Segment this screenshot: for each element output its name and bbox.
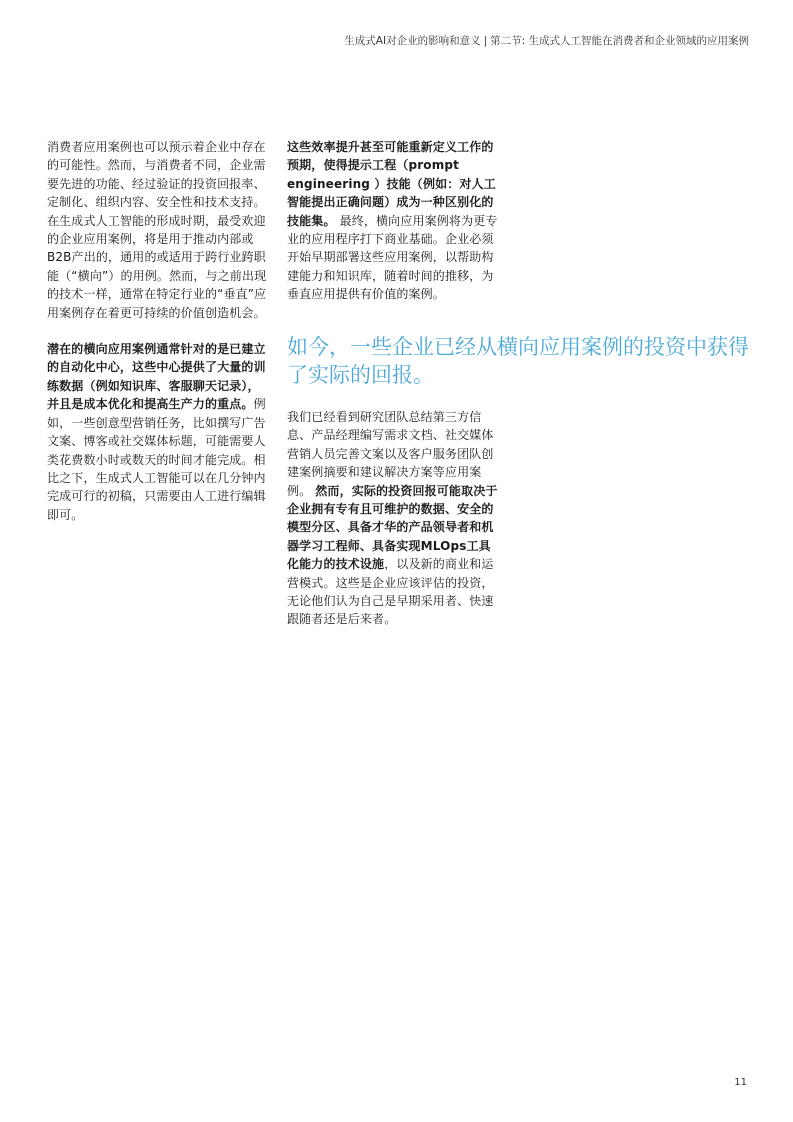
running-header xyxy=(344,33,749,48)
page-number: 11 xyxy=(734,1077,747,1088)
right-lower-bold: 然而，实际的投资回报可能取决于企业拥有专有且可维护的数据、安全的模型分区、具备才华的产品领导者和机器学习工程师、具备实现MLOps工具化能力的技术设施 xyxy=(287,483,498,572)
header-section-title: 生成式AI对企业的影响和意义 xyxy=(344,35,481,47)
left-paragraph-2-rest: 例如，一些创意型营销任务，比如撰写广告文案、博客或社交媒体标题，可能需要人类花费数小时或数天的时间才能完成。相比之下，生成式人工智能可以在几分钟内完成可行的初稿，只需要由人工进行编辑即可。 xyxy=(47,397,266,522)
right-lower-column xyxy=(287,408,499,629)
right-paragraph-1-rest: 最终，横向应用案例将为更专业的应用程序打下商业基础。企业必须开始早期部署这些应用案例，以帮助构建能力和知识库，随着时间的推移，为垂直应用提供有价值的案例。 xyxy=(287,213,498,302)
left-paragraph-2-bold: 潜在的横向应用案例通常针对的是已建立的自动化中心，这些中心提供了大量的训练数据（例如知识库、客服聊天记录），并且是成本优化和提高生产力的重点。 xyxy=(47,342,266,412)
header-chapter-title: 第二节: 生成式人工智能在消费者和企业领域的应用案例 xyxy=(490,35,749,47)
right-lower-paragraph xyxy=(287,408,499,629)
right-paragraph-1 xyxy=(287,138,499,304)
left-paragraph-1: 消费者应用案例也可以预示着企业中存在的可能性。然而，与消费者不同，企业需要先进的功能、经过验证的投资回报率、定制化、组织内容、安全性和技术支持。在生成式人工智能的形成时期，最受欢迎的企业应用案例，将是用于推动内部或B2B产出的，通用的或适用于跨行业跨职能（“横向”）的用例。然而，与之前出现的技术一样，通常在特定行业的“垂直”应用案例存在着更可持续的价值创造机会。 xyxy=(47,140,267,320)
right-lower-start: 我们已经看到研究团队总结第三方信息、产品经理编写需求文档、社交媒体营销人员完善文案以及客户服务团队创建案例摘要和建议解决方案等应用案例。 xyxy=(287,410,494,498)
pull-quote: 如今，一些企业已经从横向应用案例的投资中获得了实际的回报。 xyxy=(287,335,749,387)
left-paragraph-2 xyxy=(47,340,269,524)
right-paragraph-1-bold: 这些效率提升甚至可能重新定义工作的预期，使得提示工程（prompt engineering ）技能（例如：对人工智能提出正确问题）成为一种区别化的技能集。 xyxy=(287,140,496,228)
header-separator: | xyxy=(483,35,488,47)
left-column xyxy=(47,138,269,524)
right-column xyxy=(287,138,499,304)
right-lower-end: ，以及新的商业和运营模式。这些是企业应该评估的投资，无论他们认为自己是早期采用者、快速跟随者还是后来者。 xyxy=(287,557,494,627)
